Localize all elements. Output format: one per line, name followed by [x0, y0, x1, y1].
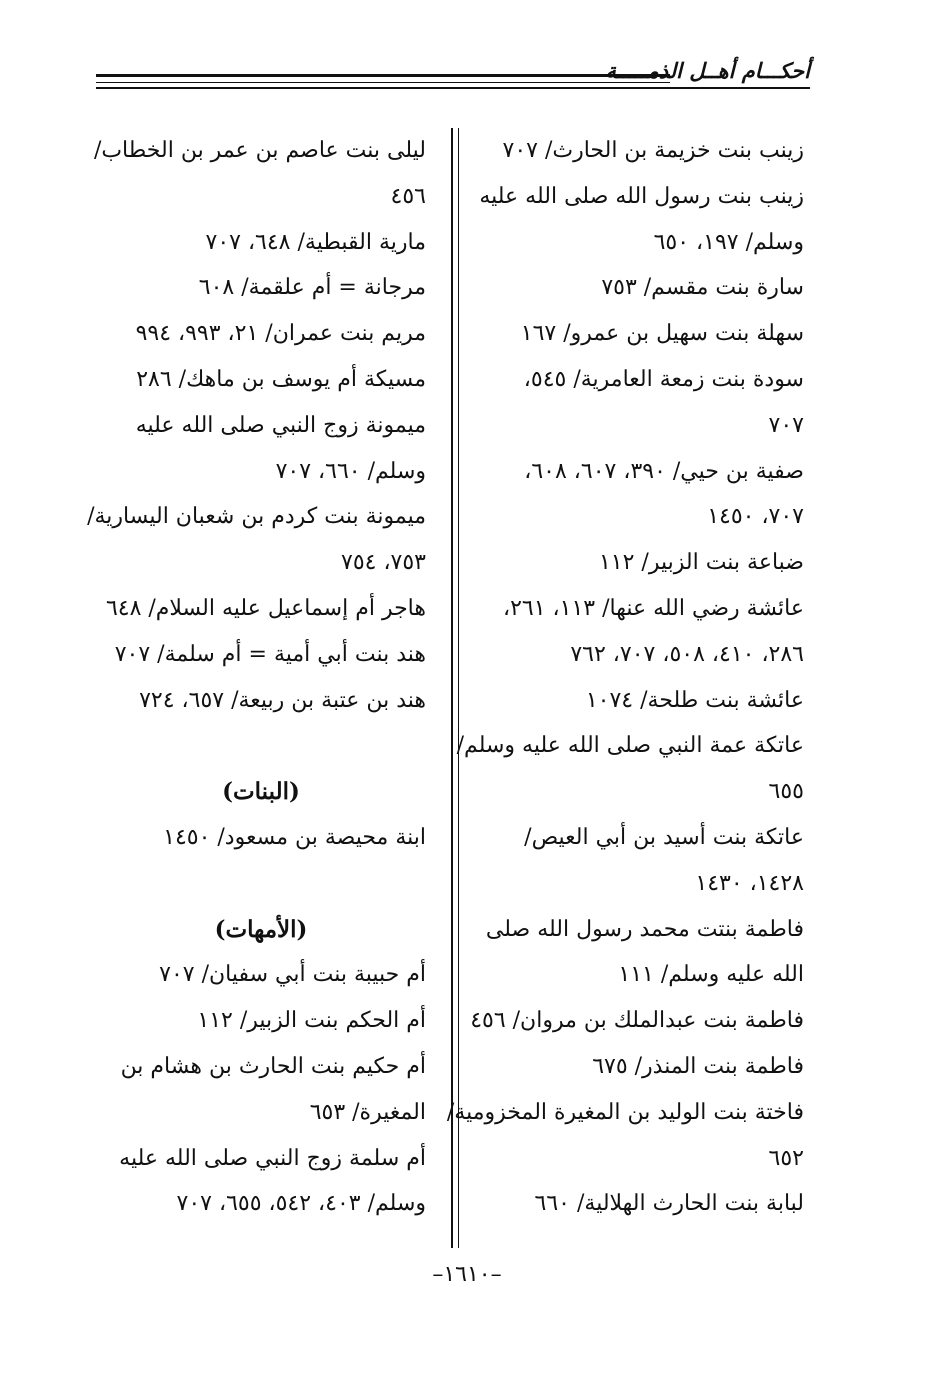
index-entry: مسيكة أم يوسف بن ماهك/ ٢٨٦: [136, 366, 426, 392]
index-entry: عائشة رضي الله عنها/ ١١٣، ٢٦١،: [502, 595, 804, 621]
index-entry: ميمونة بنت كردم بن شعبان اليسارية/: [87, 504, 426, 530]
index-entry: ٢٨٦، ٤١٠، ٥٠٨، ٧٠٧، ٧٦٢: [570, 641, 804, 667]
index-entry: ليلى بنت عاصم بن عمر بن الخطاب/: [93, 138, 426, 163]
index-entry: وسلم/ ١٩٧، ٦٥٠: [653, 229, 804, 255]
index-entry: فاطمة بنت المنذر/ ٦٧٥: [592, 1053, 804, 1079]
index-entry: فاختة بنت الوليد بن المغيرة المخزومية/: [446, 1099, 804, 1125]
page-number: –١٦١٠–: [432, 1262, 502, 1287]
index-column-right: [446, 128, 804, 1227]
index-entry: عاتكة بنت أسيد بن أبي العيص/: [524, 824, 804, 850]
index-entry: أم حكيم بنت الحارث بن هشام بن: [120, 1053, 426, 1079]
index-entry: ١٤٢٨، ١٤٣٠: [695, 870, 804, 896]
index-entry: الله عليه وسلم/ ١١١: [618, 962, 804, 988]
index-entry: سودة بنت زمعة العامرية/ ٥٤٥،: [523, 366, 804, 392]
index-entry: أم سلمة زوج النبي صلى الله عليه: [119, 1145, 426, 1171]
index-entry: زينب بنت رسول الله صلى الله عليه: [479, 183, 804, 209]
index-entry: سهلة بنت سهيل بن عمرو/ ١٦٧: [520, 321, 804, 347]
index-entry: سارة بنت مقسم/ ٧٥٣: [601, 275, 804, 301]
index-entry: مارية القبطية/ ٦٤٨، ٧٠٧: [205, 229, 426, 255]
index-entry: ميمونة زوج النبي صلى الله عليه: [135, 412, 426, 438]
index-entry: هند بن عتبة بن ربيعة/ ٦٥٧، ٧٢٤: [139, 687, 426, 713]
index-entry: زينب بنت خزيمة بن الحارث/ ٧٠٧: [502, 138, 804, 163]
index-entry: عائشة بنت طلحة/ ١٠٧٤: [585, 687, 804, 713]
column-divider: [458, 128, 459, 1248]
index-entry: أم الحكم بنت الزبير/ ١١٢: [197, 1008, 426, 1034]
header-rule: [96, 82, 670, 83]
index-entry: هند بنت أبي أمية = أم سلمة/ ٧٠٧: [114, 641, 426, 667]
index-entry: وسلم/ ٦٦٠، ٧٠٧: [275, 458, 426, 484]
index-entry: عاتكة عمة النبي صلى الله عليه وسلم/: [456, 733, 804, 759]
index-entry: ٧٥٣، ٧٥٤: [341, 550, 426, 576]
index-entry: لبابة بنت الحارث الهلالية/ ٦٦٠: [534, 1191, 804, 1217]
index-entry: ضباعة بنت الزبير/ ١١٢: [598, 550, 804, 576]
index-entry: ٦٥٢: [768, 1145, 804, 1171]
index-entry: هاجر أم إسماعيل عليه السلام/ ٦٤٨: [105, 595, 426, 621]
section-spacer: [96, 723, 426, 769]
section-heading-mothers: (الأمهات): [214, 915, 308, 943]
section-heading-daughters: (البنات): [222, 778, 300, 806]
index-entry: المغيرة/ ٦٥٣: [309, 1099, 426, 1125]
index-column-left: [87, 128, 426, 1227]
index-entry: ٧٠٧، ١٤٥٠: [707, 504, 804, 530]
index-entry: مريم بنت عمران/ ٢١، ٩٩٣، ٩٩٤: [135, 321, 426, 347]
book-title: أحكـــام أهــل الذمـــــة: [605, 58, 810, 83]
index-entry: أم حبيبة بنت أبي سفيان/ ٧٠٧: [159, 962, 426, 988]
index-entry: ٤٥٦: [390, 183, 426, 209]
running-header: [96, 58, 810, 98]
header-rule: [96, 74, 670, 77]
index-entry: صفية بن حيي/ ٣٩٠، ٦٠٧، ٦٠٨،: [524, 458, 804, 484]
index-entry: وسلم/ ٤٠٣، ٥٤٢، ٦٥٥، ٧٠٧: [176, 1191, 426, 1217]
column-divider: [451, 128, 453, 1248]
index-entry: فاطمة بنتت محمد رسول الله صلى: [485, 916, 804, 942]
index-entry: ٦٥٥: [768, 779, 804, 805]
index-entry: فاطمة بنت عبدالملك بن مروان/ ٤٥٦: [470, 1008, 804, 1034]
index-entry: مرجانة = أم علقمة/ ٦٠٨: [198, 275, 426, 301]
header-rule: [96, 87, 810, 89]
index-entry: ابنة محيصة بن مسعود/ ١٤٥٠: [163, 824, 426, 850]
section-spacer: [96, 861, 426, 907]
index-entry: ٧٠٧: [768, 412, 804, 438]
